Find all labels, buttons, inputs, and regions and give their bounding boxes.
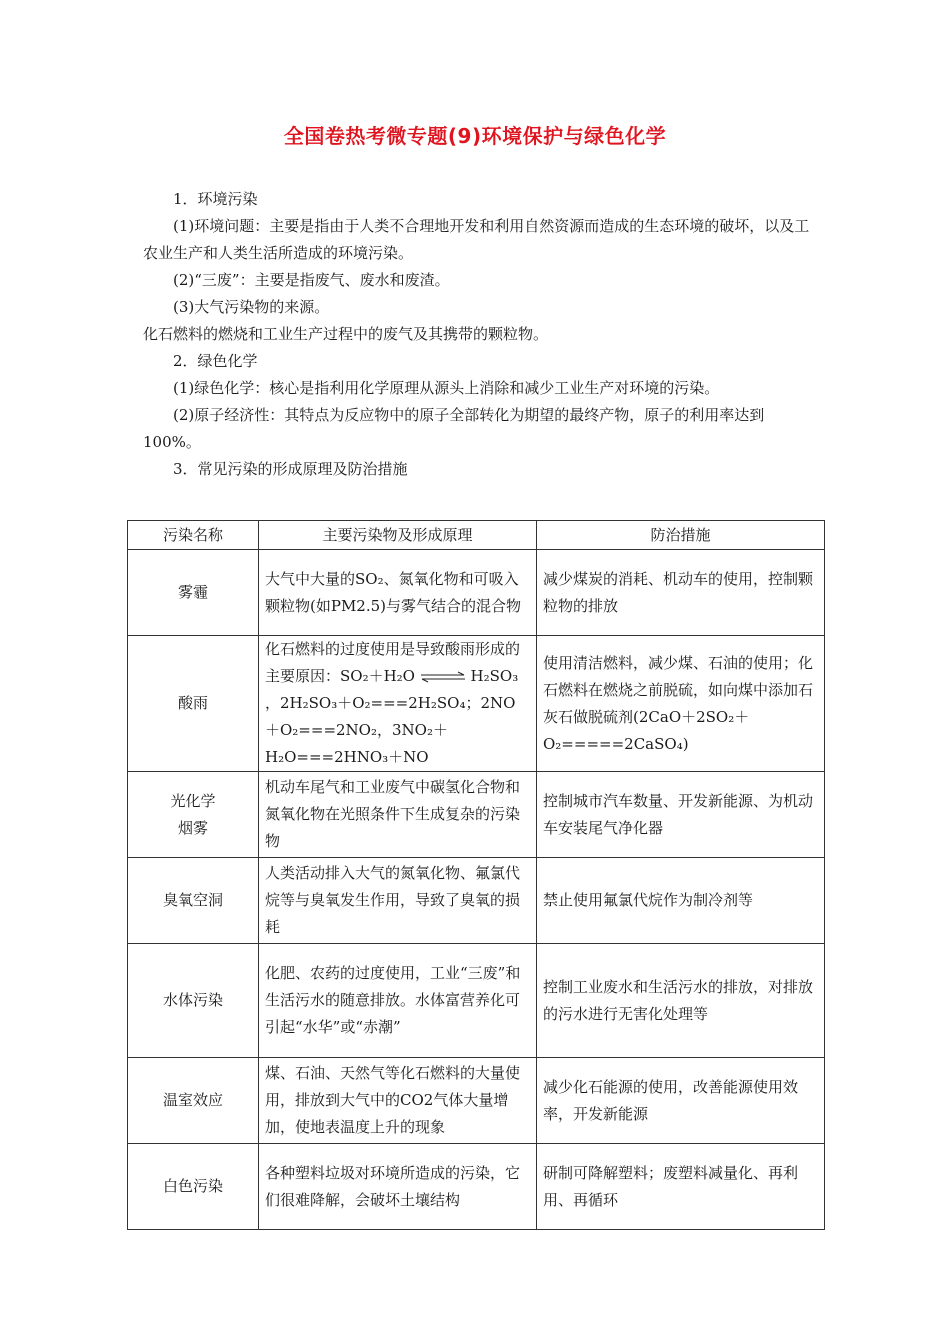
pollution-cause: 煤、石油、天然气等化石燃料的大量使用，排放到大气中的CO2气体大量增加，使地表温度上升的现象: [259, 1058, 537, 1144]
pollution-measure: 使用清洁燃料，减少煤、石油的使用；化石燃料在燃烧之前脱硫，如向煤中添加石灰石做脱硫剂(2CaO＋2SO₂＋O₂=====2CaSO₄): [537, 636, 825, 772]
page-title: 全国卷热考微专题(9)环境保护与绿色化学: [283, 124, 667, 148]
name-line: 光化学: [170, 791, 216, 810]
section-heading-1: 1．环境污染: [173, 190, 258, 208]
table-row: [128, 944, 825, 1058]
paragraph: 化石燃料的燃烧和工业生产过程中的废气及其携带的颗粒物。: [143, 325, 549, 343]
pollution-measure: 减少煤炭的消耗、机动车的使用，控制颗粒物的排放: [537, 550, 825, 636]
pollution-measure: 研制可降解塑料；废塑料减量化、再利用、再循环: [537, 1144, 825, 1230]
name-line: 烟雾: [177, 818, 208, 837]
cause-text: H₂SO₃ ，2H₂SO₃＋O₂===2H₂SO₄；2NO＋O₂===2NO₂，3NO₂＋H₂O===2HNO₃＋NO: [265, 667, 519, 766]
paragraph: (3)大气污染物的来源。: [173, 298, 330, 316]
pollution-name: [128, 772, 259, 858]
body-text: [143, 186, 815, 483]
table-row: [128, 550, 825, 636]
paragraph: (2)原子经济性：其特点为反应物中的原子全部转化为期望的最终产物，原子的利用率达到100%。: [143, 406, 765, 451]
pollution-cause: 大气中大量的SO₂、氮氧化物和可吸入颗粒物(如PM2.5)与雾气结合的混合物: [259, 550, 537, 636]
pollution-cause: 机动车尾气和工业废气中碳氢化合物和氮氧化物在光照条件下生成复杂的污染物: [259, 772, 537, 858]
reversible-arrow-icon: [420, 671, 466, 683]
table-row: [128, 858, 825, 944]
section-heading-3: 3．常见污染的形成原理及防治措施: [173, 460, 408, 478]
cause-text: 化石燃料的过度使用是导致酸雨形成的主要原因：SO₂＋H₂O: [265, 640, 521, 685]
pollution-measure: 控制工业废水和生活污水的排放，对排放的污水进行无害化处理等: [537, 944, 825, 1058]
pollution-name: 臭氧空洞: [128, 858, 259, 944]
table-row: [128, 1144, 825, 1230]
pollution-cause: 各种塑料垃圾对环境所造成的污染，它们很难降解，会破坏土壤结构: [259, 1144, 537, 1230]
header-cell: 污染名称: [128, 521, 259, 550]
table-row: [128, 636, 825, 772]
table-header-row: [128, 521, 825, 550]
pollution-cause: 化肥、农药的过度使用，工业“三废”和生活污水的随意排放。水体富营养化可引起“水华”或“赤潮”: [259, 944, 537, 1058]
pollution-name: 温室效应: [128, 1058, 259, 1144]
pollution-name: 雾霾: [128, 550, 259, 636]
paragraph: (1)绿色化学：核心是指利用化学原理从源头上消除和减少工业生产对环境的污染。: [173, 379, 720, 397]
pollution-table: [127, 520, 825, 1230]
table-row: [128, 1058, 825, 1144]
pollution-name: 酸雨: [128, 636, 259, 772]
table-row: [128, 772, 825, 858]
paragraph: (2)“三废”：主要是指废气、废水和废渣。: [173, 271, 450, 289]
header-cell: 防治措施: [537, 521, 825, 550]
pollution-name: 水体污染: [128, 944, 259, 1058]
pollution-cause: [259, 636, 537, 772]
header-cell: 主要污染物及形成原理: [259, 521, 537, 550]
pollution-name: 白色污染: [128, 1144, 259, 1230]
pollution-measure: 控制城市汽车数量、开发新能源、为机动车安装尾气净化器: [537, 772, 825, 858]
section-heading-2: 2．绿色化学: [173, 352, 258, 370]
paragraph: (1)环境问题：主要是指由于人类不合理地开发和利用自然资源而造成的生态环境的破坏，以及工农业生产和人类生活所造成的环境污染。: [143, 217, 810, 262]
pollution-measure: 减少化石能源的使用，改善能源使用效率，开发新能源: [537, 1058, 825, 1144]
pollution-measure: 禁止使用氟氯代烷作为制冷剂等: [537, 858, 825, 944]
pollution-cause: 人类活动排入大气的氮氧化物、氟氯代烷等与臭氧发生作用，导致了臭氧的损耗: [259, 858, 537, 944]
